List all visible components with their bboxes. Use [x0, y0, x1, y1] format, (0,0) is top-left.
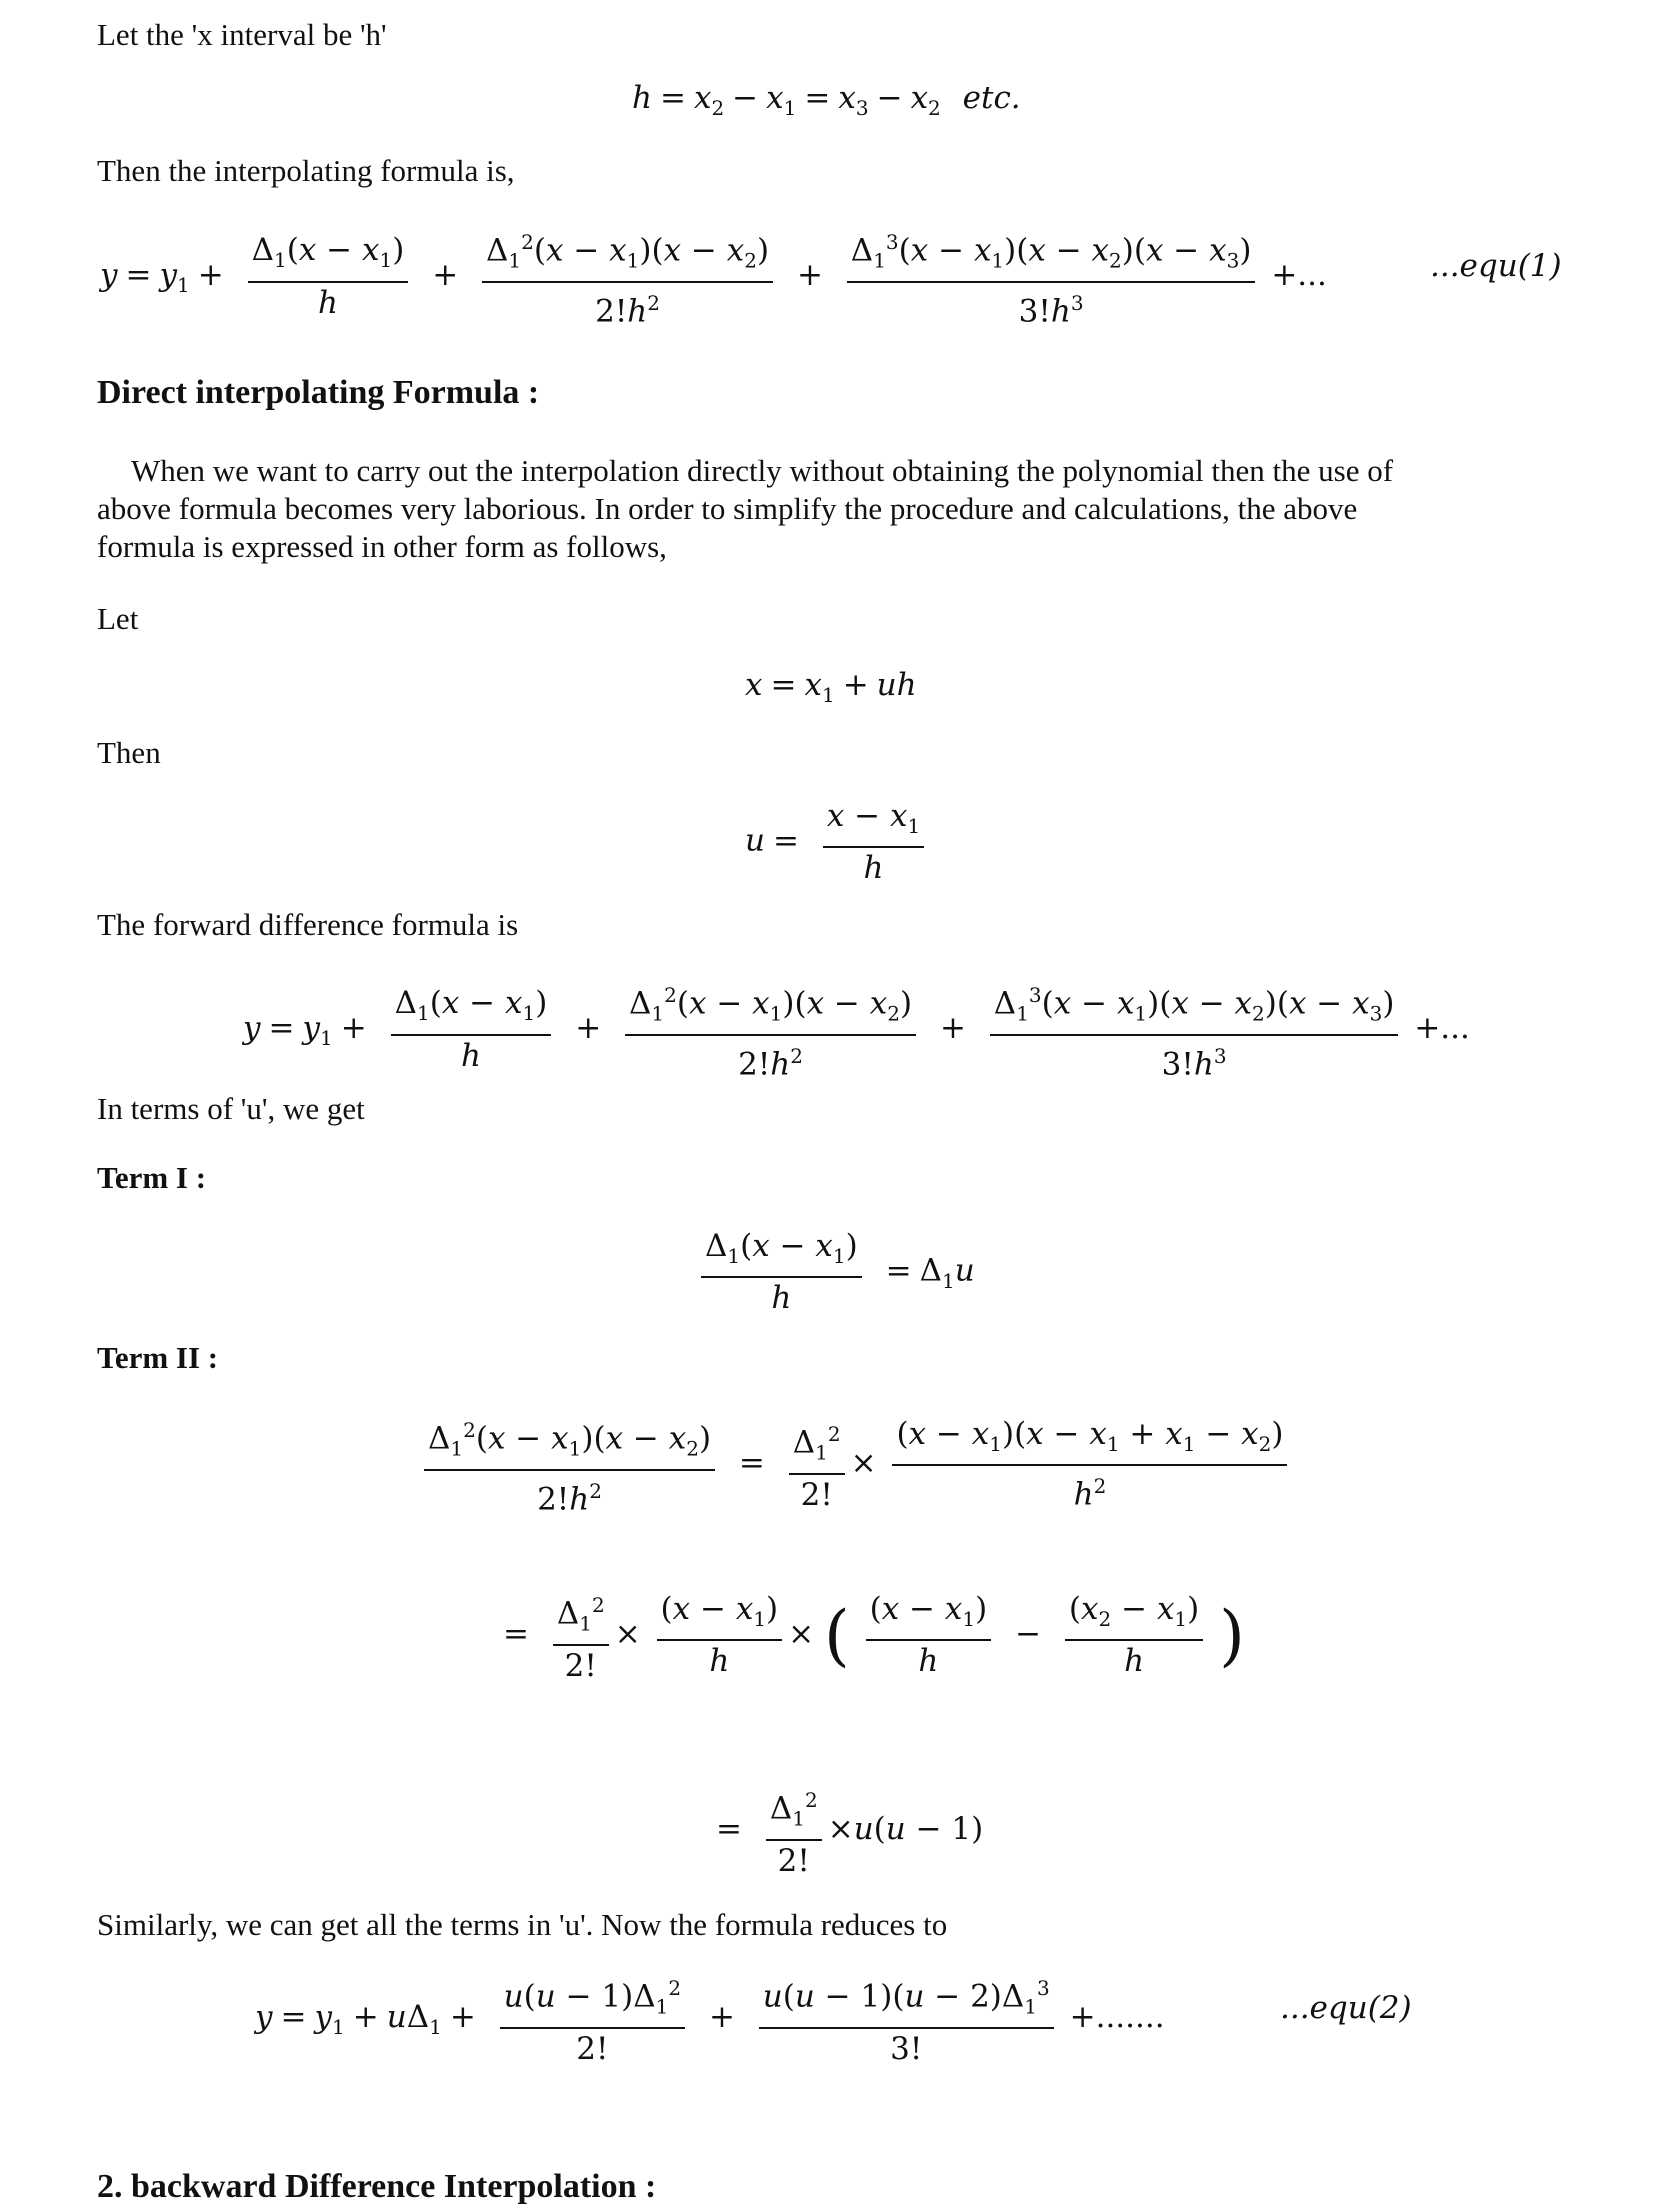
then-label: Then	[97, 735, 161, 770]
equation-term-2-step-1: $\frac{\Delta_1^2(x - x_1)(x - x_2)}{2!h^2}$ = $\frac{\Delta_1^2}{2!}$ × $\frac{(x - x_1)(x - x_1 + x_1 - x_2)}{h^2}$	[418, 1410, 1293, 1519]
equation-term-2-step-3: = $\frac{\Delta_1^2}{2!}$ ×u(u − 1)	[708, 1780, 983, 1881]
paragraph-line-3: formula is expressed in other form as follows,	[97, 529, 667, 564]
equation-u-formula: $y = y_1 + u\Delta_1$ + $\frac{u(u - 1)\Delta_1^2}{2!}$ + $\frac{u(u - 1)(u - 2)\Delta_1^3}{3!}$ +.......	[255, 1968, 1165, 2069]
then-formula-line: Then the interpolating formula is,	[97, 153, 515, 188]
continuation-dots: +...	[1271, 256, 1327, 293]
direct-formula-paragraph	[97, 452, 1547, 566]
equation-h-interval: $h = x_2 - x_1 = x_3 - x_2$ etc.	[632, 80, 1021, 121]
continuation-dots: +.......	[1069, 1998, 1165, 2035]
paragraph-line-1: When we want to carry out the interpolation directly without obtaining the polynomial then the use of	[131, 453, 1394, 488]
paragraph-line-2: above formula becomes very laborious. In order to simplify the procedure and calculations, the above	[97, 491, 1358, 526]
equation-interpolating-formula: $y = y_1$ + $\frac{\Delta_1(x - x_1)}{h}$ + $\frac{\Delta_1^2(x - x_1)(x - x_2)}{2!h^2}$ + $\frac{\Delta_1^3(x - x_1)(x - x_2)(x - x_3)}{3!h^3}$ +...	[100, 222, 1327, 331]
equation-number-2: ...equ(2)	[1280, 1990, 1412, 2026]
term-1-heading: Term I :	[97, 1160, 207, 1195]
equation-term-1: $\frac{\Delta_1(x - x_1)}{h}$ = $\Delta_1u$	[695, 1226, 975, 1318]
direct-formula-heading: Direct interpolating Formula :	[97, 374, 540, 411]
similarly-line: Similarly, we can get all the terms in 'u'. Now the formula reduces to	[97, 1907, 948, 1942]
forward-formula-line: The forward difference formula is	[97, 907, 519, 942]
backward-difference-heading: 2. backward Difference Interpolation :	[97, 2168, 657, 2205]
intro-line: Let the 'x interval be 'h'	[97, 17, 387, 52]
equation-number-1: ...equ(1)	[1430, 248, 1562, 284]
equation-term-2-step-2: = $\frac{\Delta_1^2}{2!}$ × $\frac{(x - x_1)}{h}$ × ( $\frac{(x - x_1)}{h}$ − $\frac{(x_2 - x_1)}{h}$ )	[495, 1585, 1245, 1686]
term-2-heading: Term II :	[97, 1340, 219, 1375]
etc-label: etc.	[962, 80, 1021, 116]
continuation-dots: +...	[1414, 1009, 1470, 1046]
let-label: Let	[97, 601, 139, 636]
in-terms-u-line: In terms of 'u', we get	[97, 1091, 365, 1126]
equation-forward-difference: $y = y_1$ + $\frac{\Delta_1(x - x_1)}{h}$ + $\frac{\Delta_1^2(x - x_1)(x - x_2)}{2!h^2}$ + $\frac{\Delta_1^3(x - x_1)(x - x_2)(x - x_3)}{3!h^3}$ +...	[243, 975, 1470, 1084]
equation-x-substitution: $x = x_1$ + uh	[745, 667, 917, 708]
equation-u-definition: u = $\frac{x - x_1}{h}$	[745, 796, 930, 888]
